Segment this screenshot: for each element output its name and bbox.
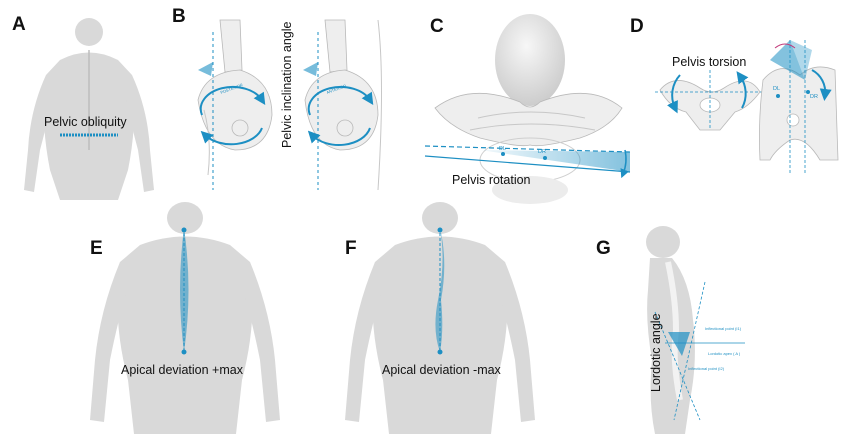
panel-letter-e: E — [90, 238, 103, 259]
pelvis-side-view-right — [305, 20, 382, 190]
panel-f — [345, 202, 535, 434]
landmark-dm-e — [182, 350, 187, 355]
inclination-wedge-left — [198, 62, 213, 76]
landmark-dm-f — [438, 350, 443, 355]
caption-apical-deviation-minus: Apical deviation -max — [382, 363, 501, 377]
label-lordotic-apex: Lordotic apex ( A ) — [708, 351, 741, 356]
landmark-dr — [543, 156, 547, 160]
panel-c — [425, 14, 630, 204]
label-d-dl: DL — [773, 86, 781, 92]
caption-pelvic-obliquity: Pelvic obliquity — [44, 115, 127, 129]
landmark-vp-f — [438, 228, 443, 233]
panel-letter-f: F — [345, 238, 357, 259]
panel-letter-g: G — [596, 238, 611, 259]
label-anterior: ANTERIOR — [325, 83, 347, 95]
label-dl: DL — [499, 146, 507, 152]
landmark-dl — [501, 152, 505, 156]
panel-b — [172, 6, 382, 190]
label-inflectional-point-i1: Inflectional point (I1) — [705, 326, 742, 331]
panel-letter-b: B — [172, 6, 186, 27]
inclination-wedge-right — [303, 62, 318, 76]
landmark-vp-e — [182, 228, 187, 233]
caption-pelvis-torsion: Pelvis torsion — [672, 55, 747, 69]
caption-pelvic-inclination-angle: Pelvic inclination angle — [280, 21, 294, 148]
panel-g — [596, 226, 745, 434]
panel-e — [90, 202, 280, 434]
label-posterior: POSTERIOR — [219, 82, 244, 95]
caption-pelvis-rotation: Pelvis rotation — [452, 173, 531, 187]
landmark-d-dl — [776, 94, 780, 98]
body-back-figure — [24, 18, 154, 200]
label-dr: DR — [538, 149, 546, 155]
panel-letter-d: D — [630, 16, 644, 37]
panel-letter-c: C — [430, 16, 444, 37]
panel-letter-a: A — [12, 14, 26, 35]
caption-apical-deviation-plus: Apical deviation +max — [121, 363, 243, 377]
caption-lordotic-angle: Lordotic angle — [649, 313, 663, 392]
pelvis-oblique-view — [759, 67, 838, 160]
label-d-dr: DR — [810, 94, 818, 100]
panel-a — [12, 14, 154, 200]
label-inflectional-point-i2: Inflectional point (I2) — [688, 366, 725, 371]
panel-d — [630, 16, 838, 175]
